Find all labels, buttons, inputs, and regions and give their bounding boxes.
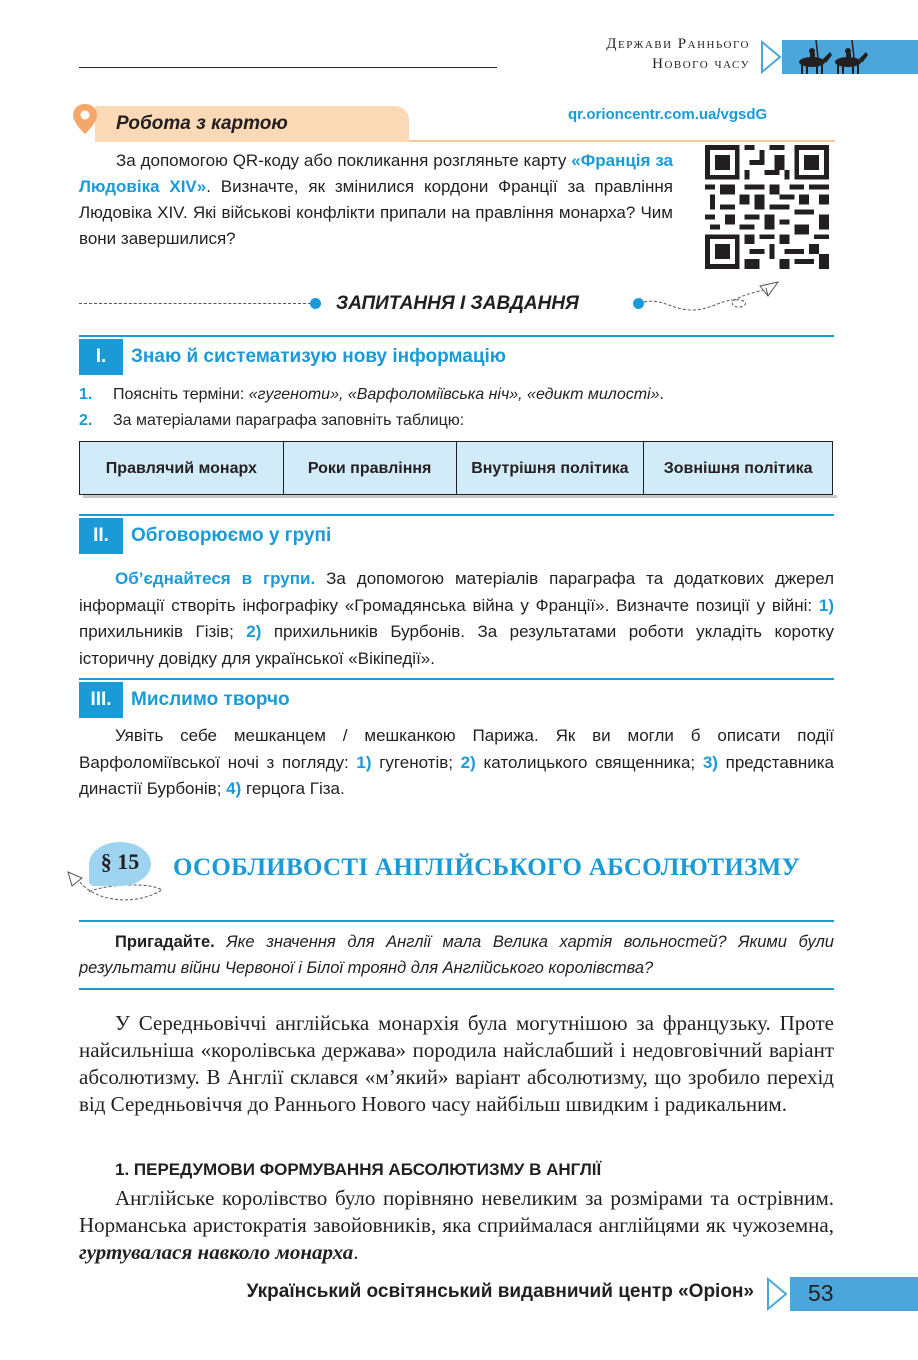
section3-text <box>79 723 834 803</box>
text-run: прихильників Гізів; <box>79 622 247 641</box>
questions-heading: ЗАПИТАННЯ І ЗАВДАННЯ <box>336 293 579 314</box>
text-run: За допомогою матеріалів параграфа та додаткових джерел інформації створіть інфографіку «Громадянська війна у Франції». Визначте позиції у війні: <box>79 569 835 615</box>
section2-lead: Об’єднайтеся в групи. <box>115 569 316 588</box>
text-run: Англійське королівство було порівняно невеликим за розмірами та острівним. Норманська аристократія завойовників, яка сприймалася англійцями як чужоземна, <box>79 1186 834 1237</box>
table-header-cell: Правлячий монарх <box>80 442 284 495</box>
marker: 4) <box>226 779 242 798</box>
table-header-cell: Внутрішня політика <box>456 442 644 495</box>
section1-title: Знаю й систематизую нову інформацію <box>131 346 507 367</box>
questions-dashed-line <box>79 303 311 304</box>
running-header <box>606 34 750 74</box>
running-header-line1: Держави Раннього <box>606 36 750 52</box>
map-work-rule <box>409 140 835 142</box>
table-header-cell: Роки правління <box>283 442 456 495</box>
recall-rule-top <box>79 920 834 922</box>
text-run: Уявіть себе мешканцем / мешканкою Парижа. Як ви могли б описати події Варфоломіївської ночі з погляду: <box>79 726 834 772</box>
recall-rule-bottom <box>79 988 834 990</box>
section1-rule <box>79 335 834 337</box>
horse-riders-icon <box>792 36 874 76</box>
section2-number: II. <box>79 518 123 554</box>
section3-title: Мислимо творчо <box>131 689 290 710</box>
subsection-heading: 1. ПЕРЕДУМОВИ ФОРМУВАННЯ АБСОЛЮТИЗМУ В АНГЛІЇ <box>115 1160 602 1179</box>
item-text: Поясніть терміни: <box>113 386 249 403</box>
marker: 2) <box>246 622 262 641</box>
item-number: 2. <box>79 412 93 429</box>
recall-box <box>79 930 834 981</box>
emphasis: гуртувалася навколо монарха <box>79 1240 354 1264</box>
questions-dot-left <box>310 298 321 309</box>
paragraph-number: § 15 <box>100 849 140 874</box>
text-run: прихильників Бурбонів. За результатами роботи укладіть коротку історичну довідку для української «Вікіпедії». <box>79 622 834 668</box>
item-text-end: . <box>659 386 664 403</box>
table-header-row <box>80 442 833 495</box>
chevron-right-icon <box>760 40 784 74</box>
text-run: гугенотів; <box>371 752 461 772</box>
qr-code[interactable] <box>705 145 829 269</box>
publisher-name: Український освітянський видавничий центр «Оріон» <box>246 1281 754 1302</box>
list-item <box>79 409 464 433</box>
map-pin-icon <box>71 102 99 136</box>
map-work-text <box>79 148 673 252</box>
text-run: католицького священника; <box>475 752 703 772</box>
section2-title: Обговорюємо у групі <box>131 525 332 546</box>
text-run: представника династії Бурбонів; <box>79 752 835 798</box>
marker: 1) <box>818 595 834 615</box>
intro-paragraph: У Середньовіччі англійська монархія була могутнішою за французьку. Проте найсильніша «королівська держава» породила найслабший і недовговічний варіант абсолютизму. В Англії склався «м’який» варіант абсолютизму, що зробило перехід від Середньовіччя до Раннього Нового часу найбільш швидким і радикальним. <box>79 1011 834 1116</box>
text-run: . <box>353 1240 359 1264</box>
list-item <box>79 383 664 407</box>
section3-number: III. <box>79 682 123 718</box>
map-link[interactable]: «Франція за Людовіка XIV» <box>79 151 673 196</box>
marker: 3) <box>702 752 718 772</box>
text-run: герцога Гіза. <box>241 779 345 798</box>
monarch-table <box>79 441 833 495</box>
item-text: За матеріалами параграфа заповніть таблицю: <box>113 412 465 429</box>
map-text-pre: За допомогою QR-коду або покликання розгляньте карту <box>116 151 572 170</box>
paragraph-title: ОСОБЛИВОСТІ АНГЛІЙСЬКОГО АБСОЛЮТИЗМУ <box>173 854 801 881</box>
chevron-right-icon <box>766 1277 790 1311</box>
recall-question: Яке значення для Англії мала Велика хартія вольностей? Якими були результати війни Червоної і Білої троянд для Англійського королівства? <box>79 933 834 977</box>
section2-text <box>79 566 834 672</box>
paper-plane-icon <box>642 280 782 320</box>
recall-lead: Пригадайте. <box>115 933 215 951</box>
body-paragraph <box>79 1185 834 1266</box>
section1-number: I. <box>79 339 123 375</box>
qr-link[interactable]: qr.orioncentr.com.ua/vgsdG <box>568 106 768 123</box>
map-work-title: Робота з картою <box>116 113 288 134</box>
table-header-cell: Зовнішня політика <box>644 442 833 495</box>
item-number: 1. <box>79 386 93 403</box>
marker: 2) <box>460 752 476 772</box>
table-shadow <box>83 495 837 498</box>
item-terms: «гугеноти», «Варфоломіївська ніч», «едикт милості» <box>248 386 660 403</box>
section2-rule <box>79 514 834 516</box>
map-text-post: . Визначте, як змінилися кордони Франції за правління Людовіка XIV. Які військові конфлікти припали на правління монарха? Чим вони завершилися? <box>79 177 673 248</box>
section3-rule <box>79 678 834 680</box>
marker: 1) <box>356 752 372 772</box>
page-number: 53 <box>808 1280 834 1306</box>
header-rule <box>79 67 497 68</box>
running-header-line2: Нового часу <box>652 56 750 72</box>
